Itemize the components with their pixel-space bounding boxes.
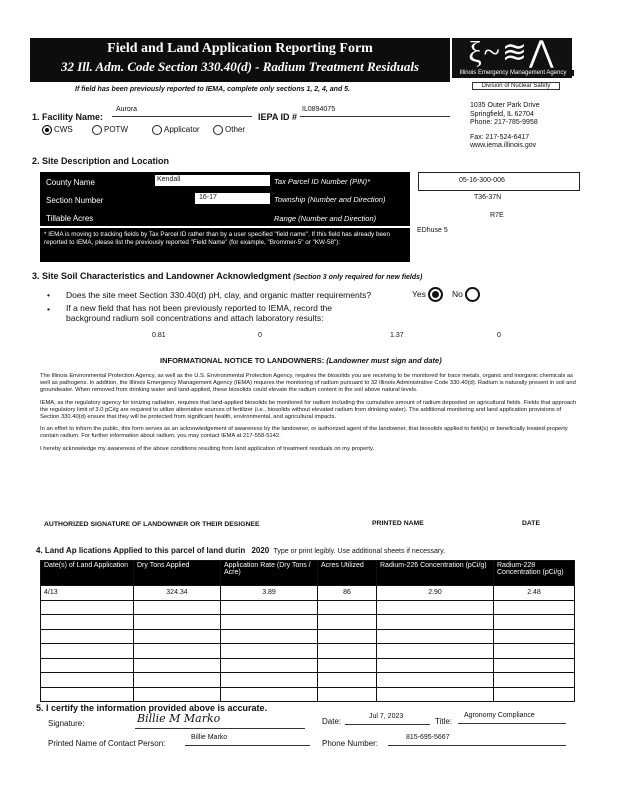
table-cell[interactable] <box>318 600 377 615</box>
radium-value-3: 1.37 <box>390 332 404 339</box>
table-row <box>41 586 575 601</box>
sign-date-label: Date: <box>322 717 342 726</box>
table-cell[interactable] <box>494 658 575 673</box>
table-cell[interactable] <box>221 658 318 673</box>
option-label: CWS <box>54 125 73 135</box>
table-cell[interactable] <box>494 673 575 688</box>
table-row <box>41 615 575 630</box>
printed-contact-field[interactable] <box>185 733 310 746</box>
table-cell[interactable] <box>221 687 318 702</box>
title-field[interactable] <box>458 711 566 724</box>
iepa-id-field[interactable] <box>300 105 450 117</box>
iepa-id-label: IEPA ID # <box>258 112 298 122</box>
agency-division: Division of Nuclear Safety <box>472 82 560 90</box>
phone-value: 815-695-5667 <box>406 734 450 741</box>
parcel-value: 05-16-300-006 <box>459 177 505 184</box>
notice-paragraph-2: IEMA, as the regulatory agency for ionizing radiation, requires that land-applied biosolids be monitored for radium including the cumulative amount of radium deposited on agricultural fields. Fields that approach the regulatory limit of 3.0 pCi/g are required to utilize alternative sources of fertilizer (i.e., biosolids without elevated radium from drinking water). The additional monitoring and land application provisions of Section 330.40(d) ensure that they will be protected from significant health, environmental, and agricultural impacts. <box>40 399 577 421</box>
yes-label: Yes <box>412 288 426 299</box>
radio-empty-icon <box>465 287 480 302</box>
range-label: Range (Number and Direction) <box>274 214 377 223</box>
table-cell[interactable]: 3.89 <box>221 586 318 601</box>
table-row <box>41 644 575 659</box>
agency-phone: Phone: 217-785-9958 <box>470 119 538 126</box>
township-label: Township (Number and Direction) <box>274 195 386 204</box>
section-5-heading: 5. I certify the information provided above is accurate. <box>36 703 268 713</box>
option-label: Other <box>225 125 246 135</box>
radium-value-4: 0 <box>497 332 501 339</box>
table-cell[interactable] <box>318 687 377 702</box>
table-cell[interactable] <box>318 629 377 644</box>
table-cell[interactable] <box>377 644 494 659</box>
parcel-field[interactable] <box>418 172 580 191</box>
table-cell[interactable] <box>221 629 318 644</box>
section-2-heading: 2. Site Description and Location <box>32 156 170 166</box>
phone-field[interactable] <box>388 733 566 746</box>
no-label: No <box>452 288 463 299</box>
signature-value: Billie M Marko <box>137 712 221 725</box>
phone-label: Phone Number: <box>322 739 379 748</box>
table-cell[interactable] <box>318 658 377 673</box>
table-cell[interactable] <box>494 629 575 644</box>
agency-name: Illinois Emergency Management Agency <box>452 70 574 76</box>
iepa-id-value: IL0894075 <box>302 106 336 113</box>
date-label: DATE <box>522 520 540 527</box>
township-field[interactable] <box>418 190 578 207</box>
notice-paragraph-3: In an effort to inform the public, this form serves as an acknowledgement of awareness by the landowner, or authorized agent of the landowner, that biosolids applied to field(s) or beneficially treated property contain radium. For further information about radium, you may contact IEMA at 217-558-5142. <box>40 426 568 440</box>
facility-type-option-potw[interactable] <box>92 125 128 135</box>
table-cell[interactable] <box>377 600 494 615</box>
section-4-title: 4. Land Ap lications Applied to this parcel of land durin <box>36 546 246 555</box>
radio-selected-icon <box>428 287 443 302</box>
table-cell[interactable] <box>134 658 221 673</box>
address-line-1: 1035 Outer Park Drive <box>470 102 540 109</box>
title-label: Title: <box>435 717 453 726</box>
no-option[interactable] <box>452 287 480 302</box>
township-value: T36-37N <box>474 194 502 201</box>
yes-option[interactable] <box>412 287 443 302</box>
table-cell[interactable] <box>221 644 318 659</box>
table-cell[interactable] <box>134 673 221 688</box>
table-cell[interactable] <box>41 644 134 659</box>
printed-contact-value: Billie Marko <box>191 734 228 741</box>
sign-date-value: Jul 7, 2023 <box>369 713 404 720</box>
table-cell[interactable] <box>221 673 318 688</box>
column-header: Acres Utilized <box>318 561 377 586</box>
notice-note: (Landowner must sign and date) <box>326 356 442 365</box>
table-cell[interactable] <box>318 644 377 659</box>
table-cell[interactable] <box>377 687 494 702</box>
radium-value-2: 0 <box>258 332 262 339</box>
field-name-note: * IEMA is moving to tracking fields by Tax Parcel ID rather than by a user specified "field name". If this field has already been reported to IEMA, please list the previously reported "Field Name" (for example, "Brommer-5" or "KW-58"): <box>44 231 390 246</box>
table-cell[interactable] <box>134 644 221 659</box>
table-cell[interactable] <box>41 658 134 673</box>
table-cell[interactable] <box>134 600 221 615</box>
county-value: Kendall <box>157 176 181 183</box>
table-cell[interactable] <box>494 600 575 615</box>
table-header-row <box>41 561 575 586</box>
radio-empty-icon <box>92 125 102 135</box>
background-radium-question: If a new field that has not been previously reported to IEMA, record the background radium soil concentrations and attach laboratory results: <box>66 303 333 323</box>
agency-address <box>470 102 540 151</box>
table-cell[interactable] <box>41 673 134 688</box>
notice-paragraph-4: I hereby acknowledge my awareness of the above conditions resulting from land application of treatment residuals on my property. <box>40 445 375 452</box>
previous-field-name-field[interactable] <box>413 226 523 237</box>
notice-body <box>40 373 578 458</box>
section-number-value: 16-17 <box>199 194 217 201</box>
field-name-note-box <box>40 228 410 262</box>
table-cell[interactable] <box>134 687 221 702</box>
table-cell[interactable]: 2.90 <box>377 586 494 601</box>
bullet-icon: • <box>47 304 50 314</box>
column-header: Application Rate (Dry Tons / Acre) <box>221 561 318 586</box>
section-4-note: Type or print legibly. Use additional sheets if necessary. <box>273 548 446 555</box>
facility-name-value: Aurora <box>116 106 138 113</box>
landowner-signature-label: AUTHORIZED SIGNATURE OF LANDOWNER OR THEIR DESIGNEE <box>44 521 260 528</box>
table-cell[interactable] <box>318 615 377 630</box>
sign-date-field[interactable] <box>345 712 430 725</box>
table-cell[interactable] <box>221 600 318 615</box>
agency-website: www.iema.illinois.gov <box>470 142 537 149</box>
table-cell[interactable]: 4/13 <box>41 586 134 601</box>
table-cell[interactable] <box>41 600 134 615</box>
radio-empty-icon <box>152 125 162 135</box>
section-number-label: Section Number <box>46 196 104 205</box>
table-cell[interactable]: 2.48 <box>494 586 575 601</box>
section-3-note: (Section 3 only required for new fields) <box>293 274 423 281</box>
title-value: Agronomy Compliance <box>464 712 535 719</box>
table-cell[interactable] <box>41 615 134 630</box>
radium-value-1: 0.81 <box>152 332 166 339</box>
table-row <box>41 673 575 688</box>
option-label: Applicator <box>164 125 200 135</box>
table-cell[interactable] <box>318 673 377 688</box>
signature-label: Signature: <box>48 719 85 728</box>
radio-selected-icon <box>42 125 52 135</box>
site-description-grid <box>40 172 578 272</box>
facility-type-option-cws[interactable] <box>42 125 73 135</box>
table-row <box>41 658 575 673</box>
soil-requirement-question: Does the site meet Section 330.40(d) pH, clay, and organic matter requirements? <box>66 290 372 300</box>
column-header: Dry Tons Applied <box>134 561 221 586</box>
column-header: Date(s) of Land Application <box>41 561 134 586</box>
iema-logo-mark-icon: ξ~≋⋀ <box>468 36 556 69</box>
table-cell[interactable] <box>41 629 134 644</box>
radio-empty-icon <box>213 125 223 135</box>
table-cell[interactable] <box>494 687 575 702</box>
table-row <box>41 629 575 644</box>
facility-name-field[interactable] <box>112 105 252 117</box>
notice-title: INFORMATIONAL NOTICE TO LANDOWNERS: <box>160 356 325 365</box>
previous-field-name-value: EDhuse 5 <box>417 227 448 234</box>
county-field[interactable] <box>155 175 270 186</box>
form-subtitle: 32 Ill. Adm. Code Section 330.40(d) - Radium Treatment Residuals <box>61 59 419 74</box>
table-cell[interactable] <box>494 644 575 659</box>
form-title-banner <box>30 38 450 82</box>
table-cell[interactable]: 86 <box>318 586 377 601</box>
table-cell[interactable] <box>221 615 318 630</box>
land-applications-table <box>40 560 575 702</box>
notice-paragraph-1: The Illinois Environmental Protection Agency, as well as the U.S. Environmental Protection Agency, requires the biosolids you are receiving to be monitored for trace metals, organic and inorganic chemicals as well as pathogens. In addition, the Illinois Emergency Management Agency (IEMA) requires the monitoring of radium pursuant to 32 Illinois Administrative Code 330.40(d). Radium is naturally present in soil and groundwater. When removed from drinking water and land-applied, these biosolids could elevate the radium content in the soil above natural levels. <box>40 373 576 394</box>
option-label: POTW <box>104 125 128 135</box>
range-field[interactable] <box>418 208 578 225</box>
tillable-acres-label: Tillable Acres <box>46 214 94 223</box>
address-line-2: Springfield, IL 62704 <box>470 110 534 118</box>
printed-contact-label: Printed Name of Contact Person: <box>48 739 166 748</box>
table-cell[interactable] <box>494 615 575 630</box>
notice-heading <box>160 356 442 365</box>
section-4-heading <box>36 546 445 555</box>
table-cell[interactable] <box>41 687 134 702</box>
column-header: Radium-226 Concentration (pCi/g) <box>377 561 494 586</box>
signature-field[interactable] <box>135 712 305 729</box>
table-row <box>41 600 575 615</box>
printed-name-label: PRINTED NAME <box>372 520 424 527</box>
year-value: 2020 <box>251 546 270 555</box>
section-3-title: 3. Site Soil Characteristics and Landowner Acknowledgment <box>32 271 291 281</box>
table-cell[interactable] <box>134 615 221 630</box>
agency-fax: Fax: 217-524-6417 <box>470 133 530 141</box>
section-1-heading: 1. Facility Name: <box>32 112 104 122</box>
table-cell[interactable]: 324.34 <box>134 586 221 601</box>
form-title: Field and Land Application Reporting Form <box>107 41 373 56</box>
column-header: Radium-228 Concentration (pCi/g) <box>494 561 575 586</box>
section-3-heading <box>32 271 422 281</box>
bullet-icon: • <box>47 290 50 300</box>
table-cell[interactable] <box>377 673 494 688</box>
range-value: R7E <box>490 212 504 219</box>
table-cell[interactable] <box>377 658 494 673</box>
form-instruction: If field has been previously reported to IEMA, complete only sections 1, 2, 4, and 5. <box>75 86 351 93</box>
section-number-field[interactable] <box>195 193 270 204</box>
table-row <box>41 687 575 702</box>
table-cell[interactable] <box>377 629 494 644</box>
parcel-label: Tax Parcel ID Number (PIN)* <box>274 177 370 186</box>
table-cell[interactable] <box>377 615 494 630</box>
facility-type-option-applicator[interactable] <box>152 125 200 135</box>
county-label: County Name <box>46 178 95 187</box>
table-cell[interactable] <box>134 629 221 644</box>
facility-type-option-other[interactable] <box>213 125 245 135</box>
